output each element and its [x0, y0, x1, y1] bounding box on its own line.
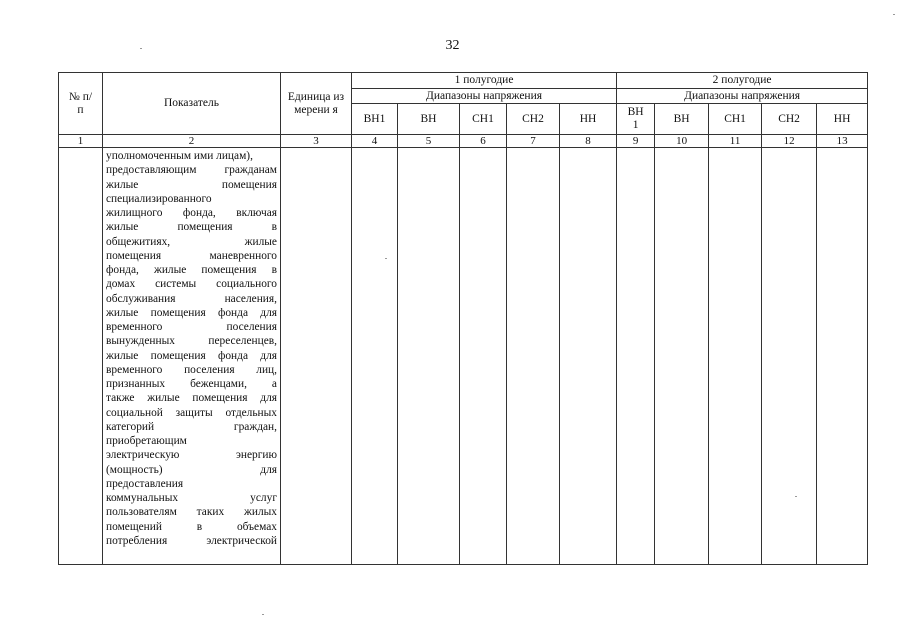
indicator-line: уполномоченным ими лицам), — [106, 150, 253, 162]
scan-speck — [893, 14, 895, 15]
indicator-line: признанных беженцами, а — [106, 378, 277, 390]
header-col-sn1-h2: СН1 — [709, 104, 762, 135]
indicator-line: предоставляющим гражданам — [106, 164, 277, 177]
column-number: 2 — [103, 135, 281, 148]
indicator-line: жилые помещения фонда для — [106, 349, 277, 362]
indicator-line: также жилые помещения для — [106, 392, 277, 405]
indicator-line: жилищного фонда, включая — [106, 207, 277, 219]
column-number: 12 — [762, 135, 817, 148]
indicator-line: пользователям таких жилых — [106, 506, 277, 519]
header-col-vn1-h1: ВН1 — [352, 104, 398, 135]
scan-speck — [385, 258, 387, 259]
column-number: 4 — [352, 135, 398, 148]
indicator-line: жилые помещения в — [106, 221, 277, 234]
header-col-sn1-h1: СН1 — [460, 104, 507, 135]
column-number: 8 — [560, 135, 617, 148]
indicator-line: вынужденных переселенцев, — [106, 335, 277, 348]
indicator-line: временного поселения лиц, — [106, 363, 277, 376]
header-ranges-2: Диапазоны напряжения — [617, 89, 868, 104]
column-number: 10 — [655, 135, 709, 148]
table-row — [59, 148, 868, 565]
indicator-line: электрическую энергию — [106, 449, 277, 462]
scan-speck — [140, 48, 142, 49]
header-col-sn2-h1: СН2 — [507, 104, 560, 135]
value-cell — [762, 148, 817, 565]
header-indicator: Показатель — [103, 73, 281, 135]
indicator-line: предоставления — [106, 477, 184, 490]
column-number-row — [59, 135, 868, 148]
value-cell — [655, 148, 709, 565]
indicator-line: жилые помещения фонда для — [106, 306, 277, 319]
page-number: 32 — [445, 38, 460, 53]
value-cell — [617, 148, 655, 565]
header-unit-label: Единица измерени я — [287, 90, 345, 116]
header-ranges-1: Диапазоны напряжения — [352, 89, 617, 104]
indicator-line: категорий граждан, — [106, 420, 277, 433]
value-cell — [560, 148, 617, 565]
indicator-line: жилые помещения — [106, 178, 277, 191]
unit-cell — [281, 148, 352, 565]
indicator-line: общежитиях, жилые — [106, 235, 277, 248]
value-cell — [460, 148, 507, 565]
scan-speck — [262, 614, 264, 615]
indicator-line: (мощность) для — [106, 463, 277, 476]
indicator-text — [103, 148, 280, 548]
header-col-nn-h2: НН — [817, 104, 868, 135]
header-col-vn1-h2 — [617, 104, 655, 135]
indicator-table — [58, 72, 868, 565]
column-number: 7 — [507, 135, 560, 148]
scan-speck — [795, 496, 797, 497]
value-cell — [507, 148, 560, 565]
column-number: 9 — [617, 135, 655, 148]
indicator-cell — [103, 148, 281, 565]
indicator-line: коммунальных услуг — [106, 492, 277, 504]
indicator-line: временного поселения — [106, 321, 277, 333]
column-number: 1 — [59, 135, 103, 148]
column-number: 6 — [460, 135, 507, 148]
indicator-line: помещения маневренного — [106, 249, 277, 262]
header-row-1 — [59, 73, 868, 89]
header-col-vn-h2: ВН — [655, 104, 709, 135]
indicator-line: обслуживания населения, — [106, 292, 277, 305]
header-half-2: 2 полугодие — [617, 73, 868, 89]
header-col-sn2-h2: СН2 — [762, 104, 817, 135]
indicator-line: домах системы социального — [106, 278, 277, 291]
indicator-line: приобретающим — [106, 435, 187, 447]
header-no — [59, 73, 103, 135]
header-no-label: № п/п — [68, 90, 93, 116]
indicator-line: помещений в объемах — [106, 520, 277, 533]
value-cell — [352, 148, 398, 565]
column-number: 13 — [817, 135, 868, 148]
header-col-nn-h1: НН — [560, 104, 617, 135]
indicator-line: социальной защиты отдельных — [106, 406, 277, 419]
header-unit — [281, 73, 352, 135]
indicator-line: специализированного — [106, 192, 212, 205]
column-number: 3 — [281, 135, 352, 148]
row-no-cell — [59, 148, 103, 565]
value-cell — [709, 148, 762, 565]
indicator-line: фонда, жилые помещения в — [106, 264, 277, 276]
indicator-line: потребления электрической — [106, 534, 277, 547]
column-number: 5 — [398, 135, 460, 148]
value-cell — [398, 148, 460, 565]
header-half-1: 1 полугодие — [352, 73, 617, 89]
header-col-vn-h1: ВН — [398, 104, 460, 135]
value-cell — [817, 148, 868, 565]
column-number: 11 — [709, 135, 762, 148]
header-col-vn1-h2-label: ВН 1 — [627, 106, 644, 131]
